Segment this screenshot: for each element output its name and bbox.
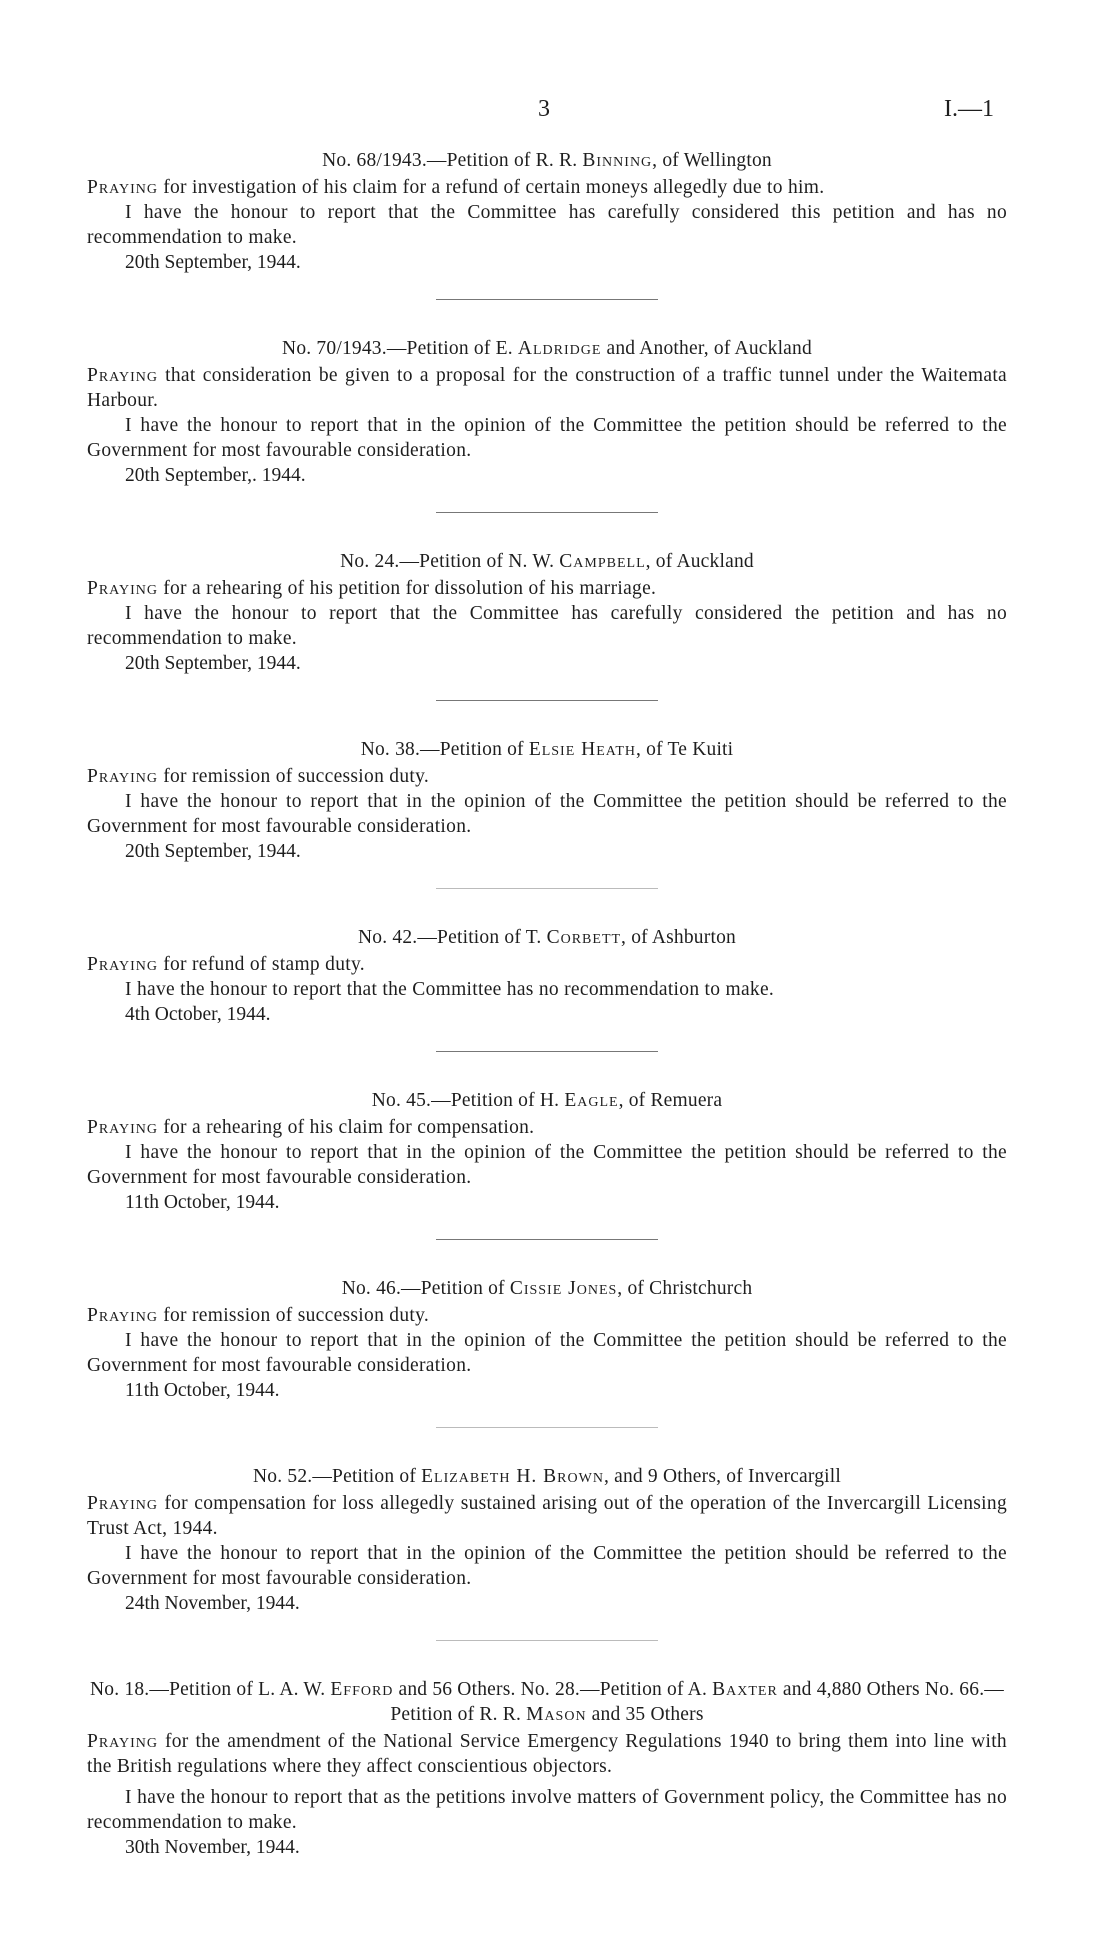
praying-word: Praying (87, 578, 159, 599)
title-text: No. 52.—Petition of (252, 1466, 422, 1487)
petition-title (87, 737, 1007, 762)
separator-rule (436, 299, 658, 300)
report-paragraph: I have the honour to report that the Committee has no recommendation to make. (125, 979, 775, 1000)
title-text: , of Auckland (645, 551, 754, 572)
praying-word: Praying (87, 954, 159, 975)
report-date: 4th October, 1944. (125, 1004, 271, 1025)
petition-entry-combined (87, 1677, 1007, 1860)
praying-text: for remission of succession duty. (158, 766, 430, 787)
title-text: No. 68/1943.—Petition of R. R. (322, 150, 583, 171)
petition-entry (87, 148, 1007, 275)
petitioner-name: Eagle (564, 1090, 619, 1111)
report-date: 20th September, 1944. (125, 653, 301, 674)
praying-text: for refund of stamp duty. (158, 954, 365, 975)
report-date: 30th November, 1944. (125, 1837, 300, 1858)
praying-paragraph (87, 764, 1007, 789)
separator-rule (436, 512, 658, 513)
title-text: No. 46.—Petition of (341, 1278, 510, 1299)
petition-title (87, 148, 1007, 173)
separator-rule (436, 1640, 658, 1641)
report-date: 20th September,. 1944. (125, 465, 306, 486)
praying-word: Praying (87, 1305, 159, 1326)
petitioner-name: Baxter (712, 1679, 778, 1700)
document-id: I.—1 (944, 96, 994, 122)
praying-word: Praying (87, 1731, 159, 1752)
report-paragraph: I have the honour to report that the Committee has carefully considered the petition and has no recommendation to make. (87, 603, 1007, 649)
praying-paragraph (87, 1729, 1007, 1779)
praying-text: for investigation of his claim for a refund of certain moneys allegedly due to him. (158, 177, 825, 198)
report-date: 24th November, 1944. (125, 1593, 300, 1614)
title-text: No. 38.—Petition of (360, 739, 529, 760)
separator-rule (436, 1427, 658, 1428)
praying-word: Praying (87, 1117, 159, 1138)
praying-paragraph (87, 1491, 1007, 1541)
praying-paragraph (87, 576, 1007, 601)
title-text: No. 70/1943.—Petition of E. (282, 338, 518, 359)
praying-word: Praying (87, 1493, 159, 1514)
title-text: and 35 Others (586, 1704, 704, 1725)
title-text: No. 45.—Petition of H. (371, 1090, 565, 1111)
title-text: , of Ashburton (621, 927, 736, 948)
report-date: 20th September, 1944. (125, 841, 301, 862)
report-date: 11th October, 1944. (125, 1380, 280, 1401)
separator-rule (436, 888, 658, 889)
petition-entry (87, 1464, 1007, 1616)
report-paragraph: I have the honour to report that in the opinion of the Committee the petition should be referred to the Government for most favourable consideration. (87, 1142, 1007, 1188)
title-text: and 4,880 Others No. 66.—Petition of R. R. (390, 1679, 1004, 1725)
title-text: , of Te Kuiti (636, 739, 734, 760)
praying-word: Praying (87, 177, 159, 198)
praying-word: Praying (87, 365, 159, 386)
petition-entry (87, 336, 1007, 488)
praying-text: that consideration be given to a proposal for the construction of a traffic tunnel under the Waitemata Harbour. (87, 365, 1007, 411)
title-text: , of Remuera (618, 1090, 723, 1111)
separator-rule (436, 700, 658, 701)
petition-entry (87, 1088, 1007, 1215)
praying-paragraph (87, 363, 1007, 413)
petitioner-name: Elizabeth H. Brown (421, 1466, 604, 1487)
separator-rule (436, 1239, 658, 1240)
petitioner-name: Mason (526, 1704, 587, 1725)
praying-paragraph (87, 175, 1007, 200)
petitioner-name: Binning (582, 150, 653, 171)
praying-text: for remission of succession duty. (158, 1305, 430, 1326)
praying-text: for the amendment of the National Service Emergency Regulations 1940 to bring them into line with the British regulations where they affect conscientious objectors. (87, 1731, 1007, 1777)
petition-title (87, 1088, 1007, 1113)
petition-entry (87, 1276, 1007, 1403)
petitioner-name: Aldridge (517, 338, 602, 359)
praying-text: for a rehearing of his petition for dissolution of his marriage. (158, 578, 657, 599)
praying-paragraph (87, 952, 1007, 977)
praying-paragraph (87, 1115, 1007, 1140)
praying-text: for compensation for loss allegedly sustained arising out of the operation of the Invercargill Licensing Trust Act, 1944. (87, 1493, 1007, 1539)
petitioner-name: Efford (330, 1679, 394, 1700)
petition-title (87, 549, 1007, 574)
petitioner-name: Campbell (559, 551, 646, 572)
praying-word: Praying (87, 766, 159, 787)
petitions-list (87, 148, 1007, 1860)
petition-entry (87, 549, 1007, 676)
petition-title (87, 1677, 1007, 1727)
title-text: , and 9 Others, of Invercargill (603, 1466, 841, 1487)
petition-title (87, 1464, 1007, 1489)
petitioner-name: Corbett (546, 927, 622, 948)
petition-title (87, 925, 1007, 950)
petition-entry (87, 925, 1007, 1027)
title-text: No. 18.—Petition of L. A. W. (90, 1679, 331, 1700)
report-paragraph: I have the honour to report that as the petitions involve matters of Government policy, the Committee has no recommendation to make. (87, 1787, 1007, 1833)
title-text: , of Christchurch (617, 1278, 753, 1299)
title-text: and Another, of Auckland (601, 338, 812, 359)
page-number: 3 (538, 96, 550, 122)
report-paragraph: I have the honour to report that in the opinion of the Committee the petition should be referred to the Government for most favourable consideration. (87, 1543, 1007, 1589)
report-paragraph: I have the honour to report that the Committee has carefully considered this petition and has no recommendation to make. (87, 202, 1007, 248)
praying-paragraph (87, 1303, 1007, 1328)
report-paragraph: I have the honour to report that in the opinion of the Committee the petition should be referred to the Government for most favourable consideration. (87, 791, 1007, 837)
title-text: No. 24.—Petition of N. W. (340, 551, 560, 572)
report-paragraph: I have the honour to report that in the opinion of the Committee the petition should be referred to the Government for most favourable consideration. (87, 415, 1007, 461)
petitioner-name: Elsie Heath (528, 739, 637, 760)
petitioner-name: Cissie Jones (509, 1278, 618, 1299)
report-date: 11th October, 1944. (125, 1192, 280, 1213)
praying-text: for a rehearing of his claim for compensation. (158, 1117, 535, 1138)
petition-title (87, 336, 1007, 361)
petition-entry (87, 737, 1007, 864)
petition-title (87, 1276, 1007, 1301)
page-header (0, 96, 1114, 132)
report-date: 20th September, 1944. (125, 252, 301, 273)
separator-rule (436, 1051, 658, 1052)
title-text: and 56 Others. No. 28.—Petition of A. (393, 1679, 713, 1700)
title-text: No. 42.—Petition of T. (358, 927, 547, 948)
title-text: , of Wellington (652, 150, 772, 171)
report-paragraph: I have the honour to report that in the opinion of the Committee the petition should be referred to the Government for most favourable consideration. (87, 1330, 1007, 1376)
